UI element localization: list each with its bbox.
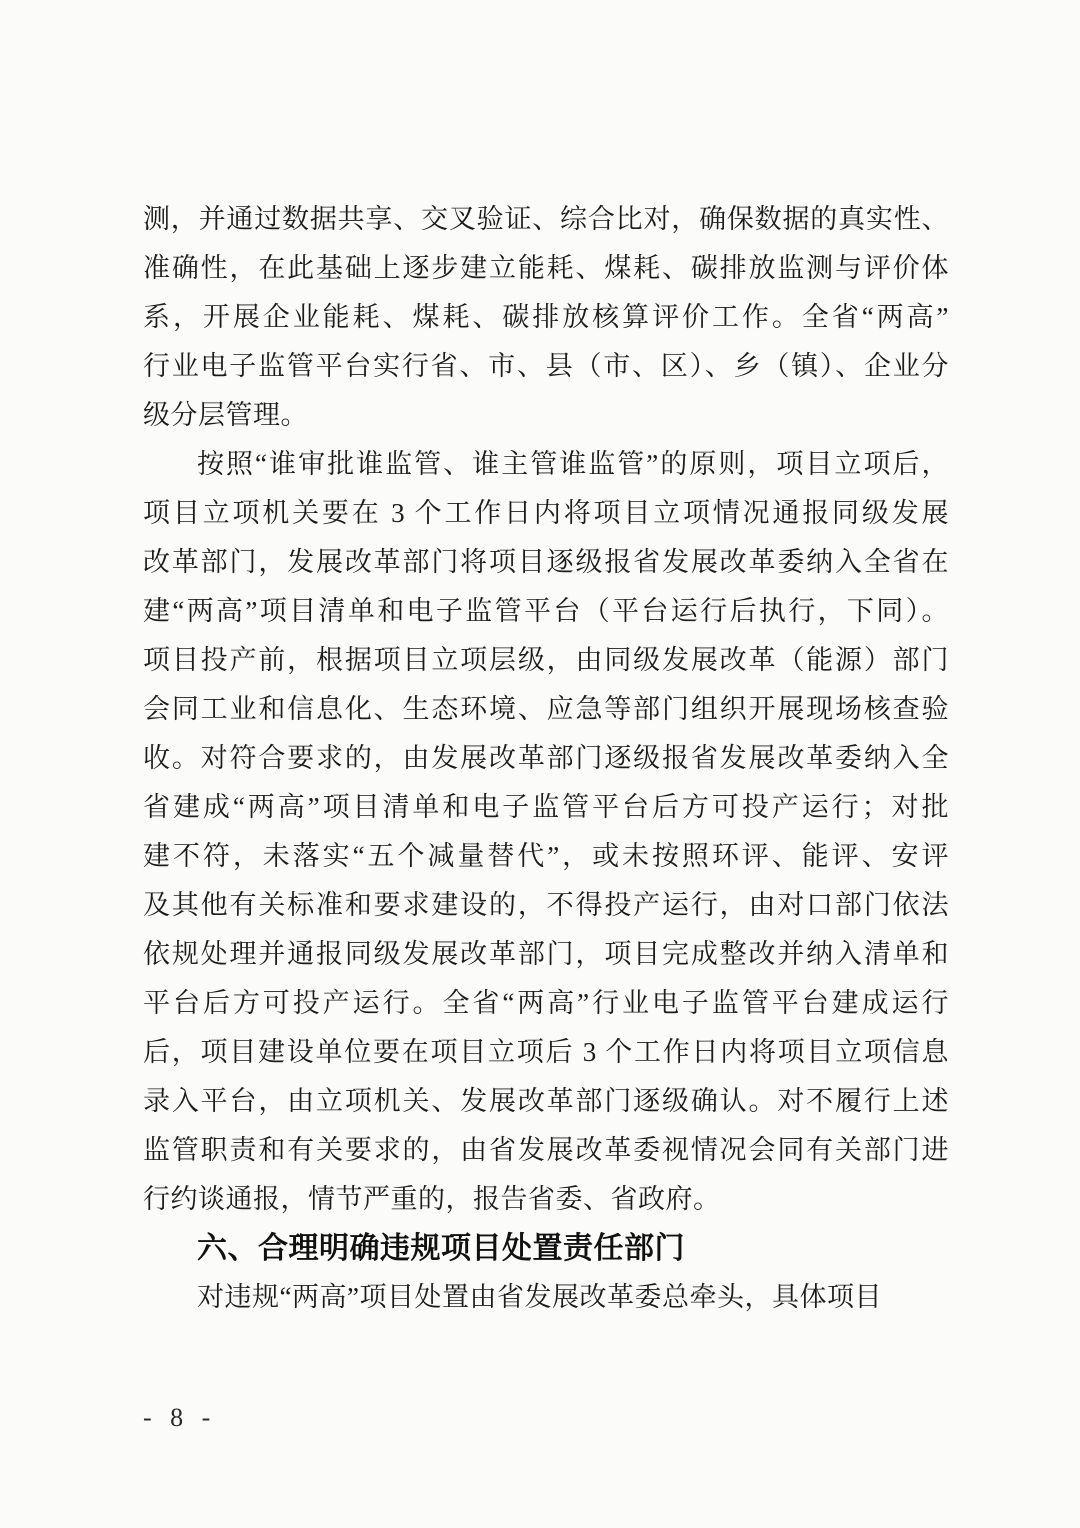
text-line: 监管职责和有关要求的，由省发展改革委视情况会同有关部门进	[143, 1135, 949, 1165]
text-line: 建不符，未落实“五个减量替代”，或未按照环评、能评、安评	[143, 841, 949, 871]
text-line: 系，开展企业能耗、煤耗、碳排放核算评价工作。全省“两高”	[143, 302, 949, 332]
text-line: 项目投产前，根据项目立项层级，由同级发展改革（能源）部门	[143, 645, 949, 675]
text-line: 收。对符合要求的，由发展改革部门逐级报省发展改革委纳入全	[143, 743, 949, 773]
page-number: - 8 -	[143, 1403, 217, 1432]
text-line: 级分层管理。	[143, 400, 308, 430]
text-line: 测，并通过数据共享、交叉验证、综合比对，确保数据的真实性、	[143, 204, 949, 234]
text-line: 行约谈通报，情节严重的，报告省委、省政府。	[143, 1184, 721, 1214]
text-line: 行业电子监管平台实行省、市、县（市、区）、乡（镇）、企业分	[143, 351, 949, 381]
text-line: 项目立项机关要在 3 个工作日内将项目立项情况通报同级发展	[143, 498, 949, 528]
text-line: 后，项目建设单位要在项目立项后 3 个工作日内将项目立项信息	[143, 1037, 949, 1067]
text-line: 平台后方可投产运行。全省“两高”行业电子监管平台建成运行	[143, 988, 949, 1018]
text-line: 改革部门，发展改革部门将项目逐级报省发展改革委纳入全省在	[143, 547, 949, 577]
paragraph-start-line: 按照“谁审批谁监管、谁主管谁监管”的原则，项目立项后，	[197, 449, 949, 479]
text-line: 及其他有关标准和要求建设的，不得投产运行，由对口部门依法	[143, 890, 949, 920]
section-heading: 六、合理明确违规项目处置责任部门	[197, 1232, 685, 1265]
text-line: 录入平台，由立项机关、发展改革部门逐级确认。对不履行上述	[143, 1086, 949, 1116]
text-line: 省建成“两高”项目清单和电子监管平台后方可投产运行；对批	[143, 792, 949, 822]
document-body	[143, 195, 949, 1322]
text-line: 准确性，在此基础上逐步建立能耗、煤耗、碳排放监测与评价体	[143, 253, 949, 283]
paragraph-start-line: 对违规“两高”项目处置由省发展改革委总牵头，具体项目	[197, 1282, 882, 1312]
text-line: 会同工业和信息化、生态环境、应急等部门组织开展现场核查验	[143, 694, 949, 724]
text-line: 建“两高”项目清单和电子监管平台（平台运行后执行，下同）。	[143, 596, 949, 626]
text-line: 依规处理并通报同级发展改革部门，项目完成整改并纳入清单和	[143, 939, 949, 969]
